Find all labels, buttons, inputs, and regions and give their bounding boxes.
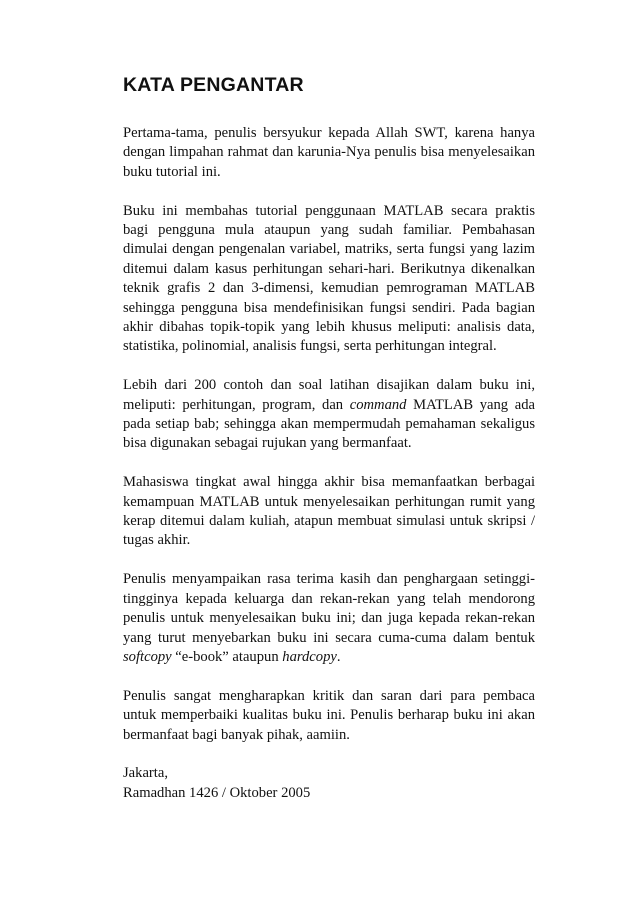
paragraph-3-text-a: Lebih dari 200 contoh dan soal latihan disajikan dalam buku ini, meliputi: perhitungan, program, dan [123, 377, 535, 413]
paragraph-2: Buku ini membahas tutorial penggunaan MATLAB secara praktis bagi pengguna mula ataupun yang sudah familiar. Pembahasan dimulai dengan pengenalan variabel, matriks, serta fungsi yang lazim ditemui dalam kasus perhitungan sehari-hari. Berikutnya dikenalkan teknik grafis 2 dan 3-dimensi, kemudian pemrograman MATLAB sehingga pengguna bisa mendefinisikan fungsi sendiri. Pada bagian akhir dibahas topik-topik yang lebih khusus meliputi: analisis data, statistika, polinomial, analisis fungsi, serta perhitungan integral. [123, 202, 535, 355]
paragraph-5-text-c: . [336, 648, 341, 665]
paragraph-5-italic-hardcopy: hardcopy [282, 648, 337, 665]
paragraph-3 [123, 376, 535, 454]
paragraph-3-text-b: MATLAB yang ada pada setiap bab; sehingga akan mempermudah pemahaman sekaligus bisa digunakan sebagai rujukan yang bermanfaat. [123, 396, 535, 452]
paragraph-5-text-b: “e-book” ataupun [171, 648, 283, 665]
paragraph-5-italic-softcopy: softcopy [123, 648, 172, 665]
paragraph-4: Mahasiswa tingkat awal hingga akhir bisa memanfaatkan berbagai kemampuan MATLAB untuk menyelesaikan perhitungan rumit yang kerap ditemui dalam kuliah, atapun membuat simulasi untuk skripsi / tugas akhir. [123, 474, 535, 549]
paragraph-3-italic-command: command [349, 396, 407, 413]
closing-date: Ramadhan 1426 / Oktober 2005 [123, 784, 311, 801]
paragraph-6: Penulis sangat mengharapkan kritik dan saran dari para pembaca untuk memperbaiki kualitas buku ini. Penulis berharap buku ini akan bermanfaat bagi banyak pihak, aamiin. [123, 687, 535, 743]
paragraph-5 [123, 570, 535, 667]
closing-place: Jakarta, [123, 765, 168, 782]
document-page [123, 70, 535, 803]
page-title: KATA PENGANTAR [123, 74, 304, 96]
paragraph-1: Pertama-tama, penulis bersyukur kepada Allah SWT, karena hanya dengan limpahan rahmat dan karunia-Nya penulis bisa menyelesaikan buku tutorial ini. [123, 125, 535, 180]
paragraph-5-text-a: Penulis menyampaikan rasa terima kasih dan penghargaan setinggi-tingginya kepada keluarga dan rekan-rekan yang telah mendorong penulis untuk menyelesaikan buku ini; dan juga kepada rekan-rekan yang turut menyebarkan buku ini secara cuma-cuma dalam bentuk [123, 571, 535, 646]
